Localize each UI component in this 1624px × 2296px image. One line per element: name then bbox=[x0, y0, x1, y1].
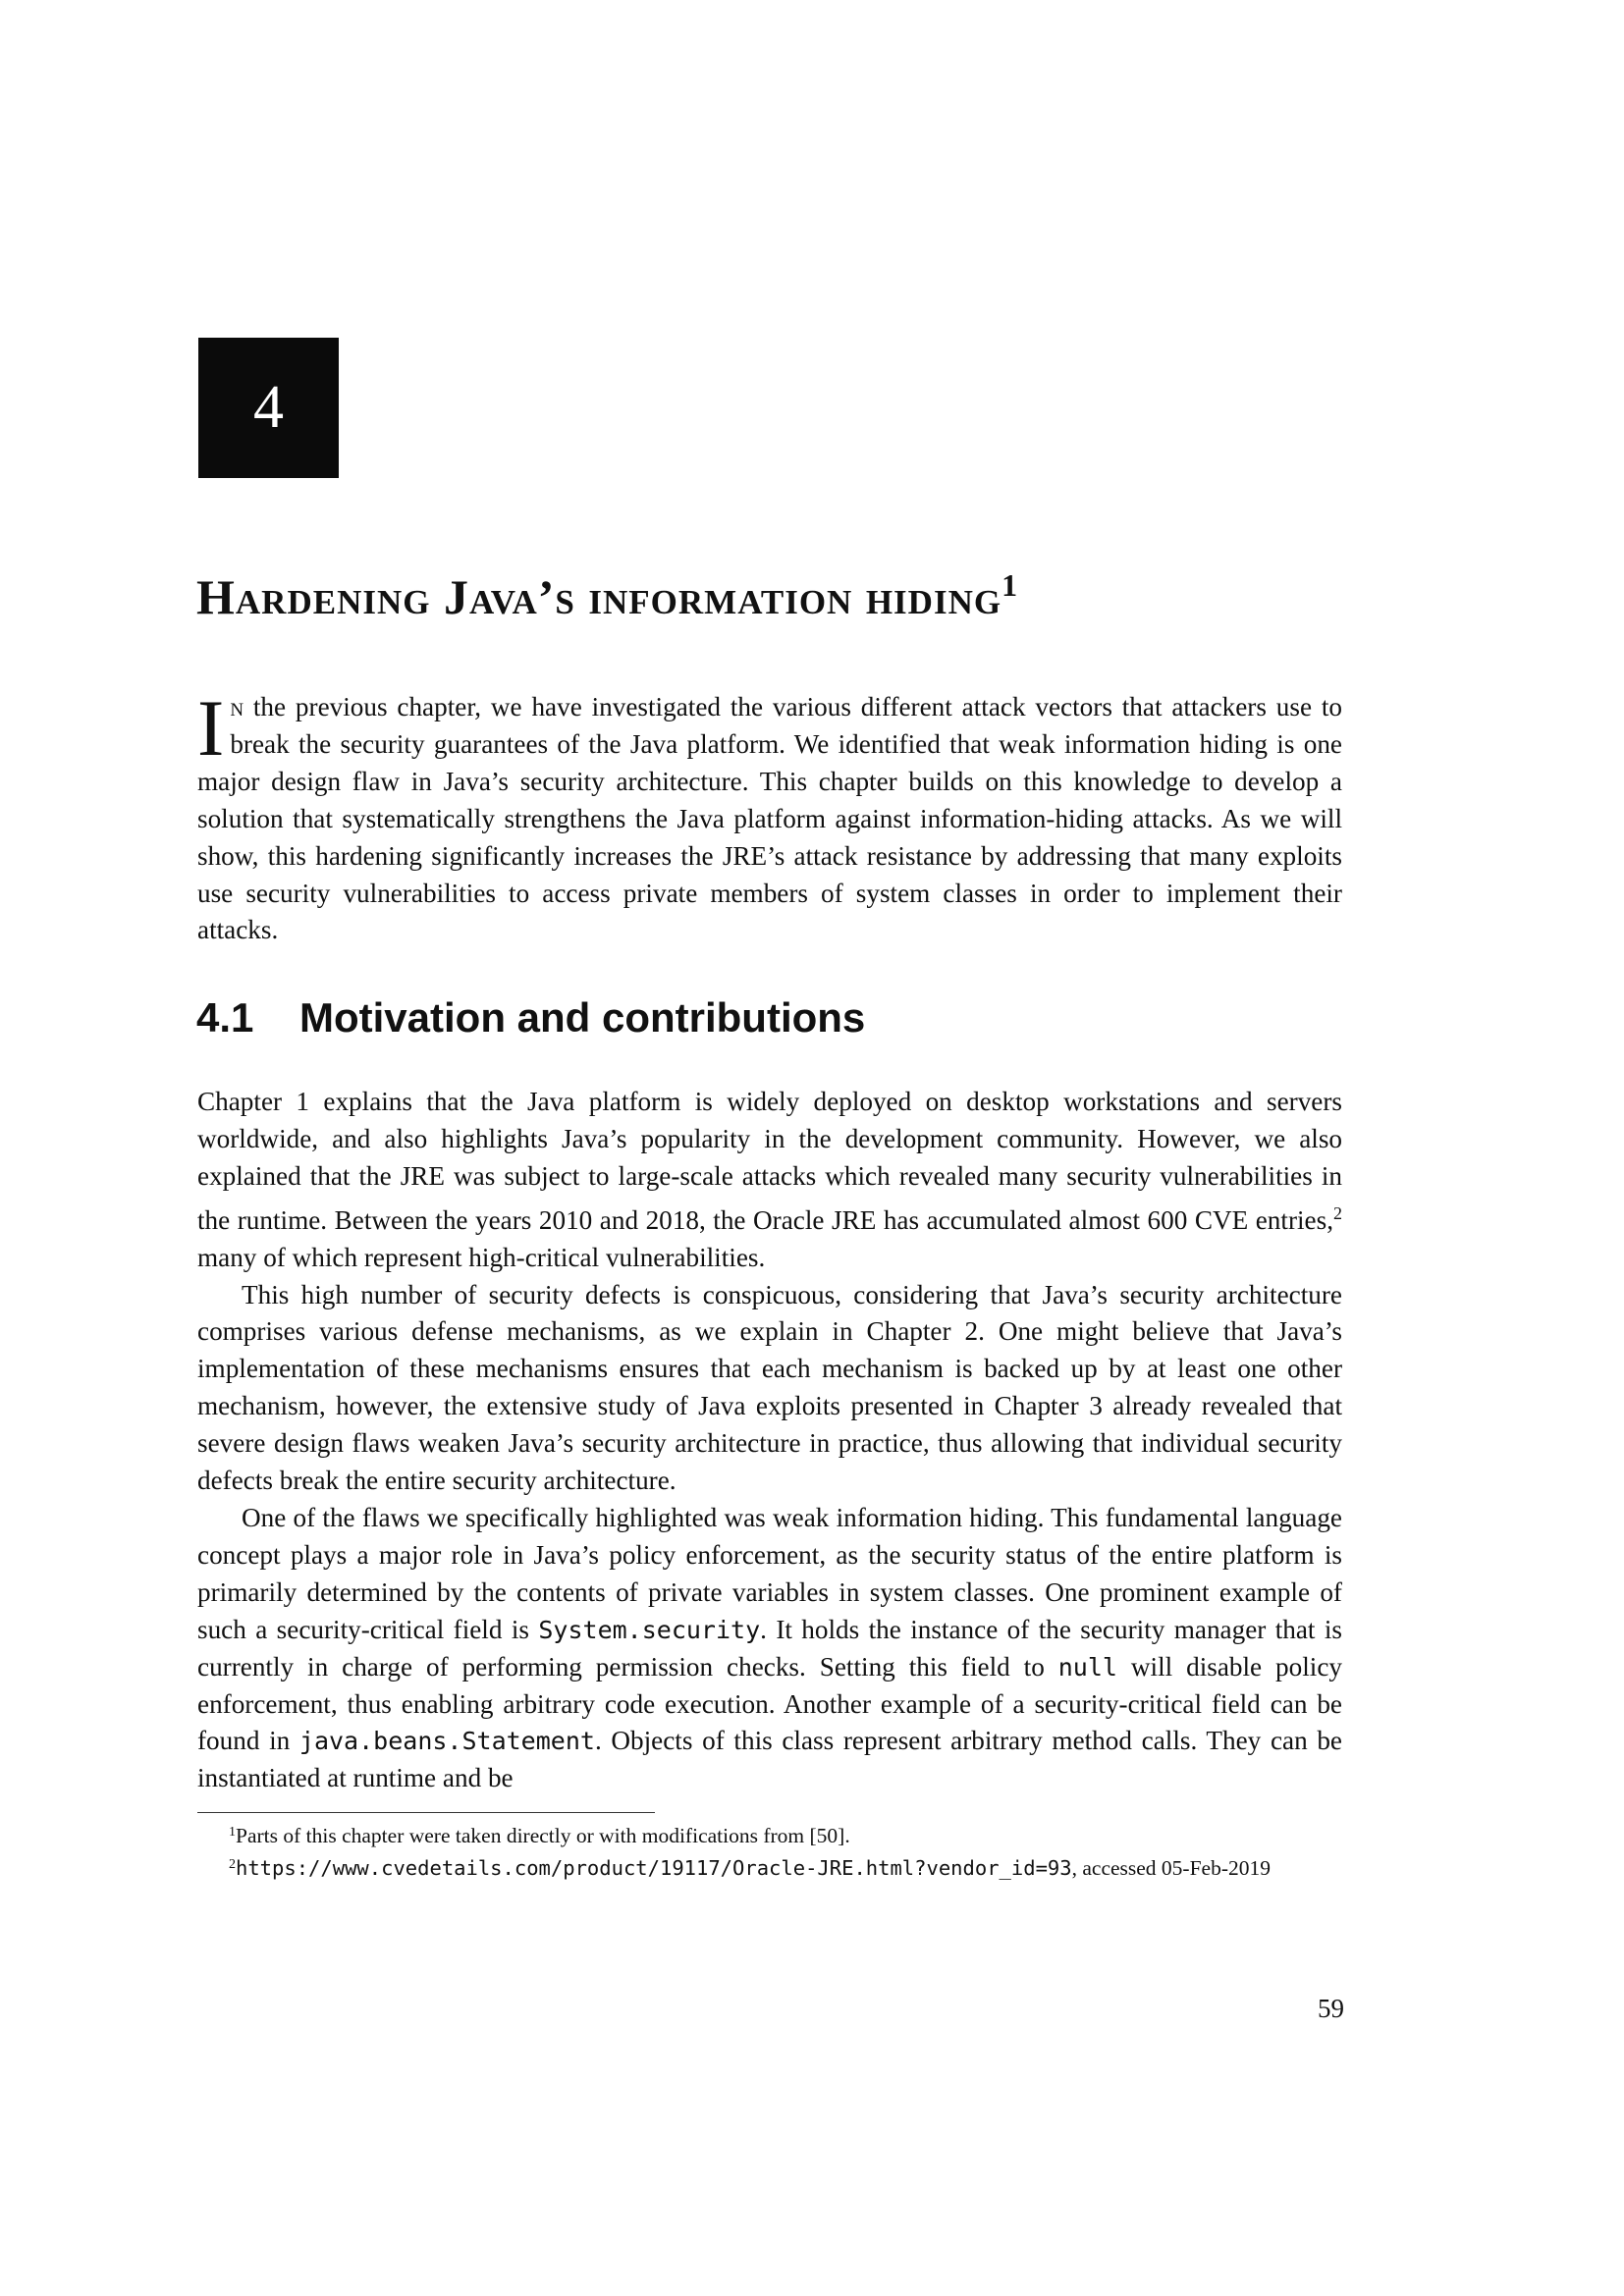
paragraph-3 bbox=[197, 1500, 1342, 1797]
footnote-1-text: Parts of this chapter were taken directly or with modifications from [50]. bbox=[236, 1824, 850, 1847]
intro-paragraph bbox=[197, 683, 1342, 949]
paragraph-3-text-d: . Objects of this class represent arbitrary method calls. They can be instantiated at runtime and be bbox=[197, 1726, 1342, 1793]
section-body bbox=[197, 1084, 1342, 1797]
footnotes bbox=[197, 1818, 1342, 1883]
paragraph-1-text-b: many of which represent high-critical vulnerabilities. bbox=[197, 1242, 766, 1272]
intro-smallcap: n bbox=[230, 692, 244, 721]
code-system-security: System.security bbox=[538, 1615, 761, 1644]
footnote-divider bbox=[197, 1812, 655, 1813]
footnote-1-mark: 1 bbox=[229, 1825, 236, 1840]
footnote-2-url[interactable]: https://www.cvedetails.com/product/19117/Oracle-JRE.html?vendor_id=93 bbox=[236, 1856, 1072, 1880]
intro-text: the previous chapter, we have investigated the various different attack vectors that attackers use to break the security guarantees of the Java platform. We identified that weak information hiding is one major design flaw in Java’s security architecture. This chapter builds on this knowledge to develop a solution that systematically strengthens the Java platform against information-hiding attacks. As we will show, this hardening significantly increases the JRE’s attack resistance by addressing that many exploits use security vulnerabilities to access private members of system classes in order to implement their attacks. bbox=[197, 692, 1342, 945]
footnote-1 bbox=[197, 1818, 1342, 1850]
chapter-title bbox=[196, 567, 1018, 625]
section-title: Motivation and contributions bbox=[299, 994, 866, 1041]
section-heading bbox=[196, 994, 865, 1041]
page-number: 59 bbox=[1318, 1994, 1344, 2023]
paragraph-1-text-a: Chapter 1 explains that the Java platform is widely deployed on desktop workstations and servers worldwide, and also highlights Java’s popularity in the development community. However, we also explained that the JRE was subject to large-scale attacks which revealed many security vulnerabilities in the runtime. Between the years 2010 and 2018, the Oracle JRE has accumulated almost 600 CVE entries, bbox=[197, 1087, 1342, 1235]
paragraph-2: This high number of security defects is conspicuous, considering that Java’s security architecture comprises various defense mechanisms, as we explain in Chapter 2. One might believe that Java’s implementation of these mechanisms ensures that each mechanism is backed up by at least one other mechanism, however, the extensive study of Java exploits presented in Chapter 3 already revealed that severe design flaws weaken Java’s security architecture in practice, thus allowing that individual security defects break the entire security architecture. bbox=[197, 1279, 1342, 1496]
section-number: 4.1 bbox=[196, 994, 254, 1041]
code-java-beans-statement: java.beans.Statement bbox=[298, 1727, 595, 1756]
paragraph-3-text-a: One of the flaws we specifically highlighted was weak information hiding. This fundamental language concept plays a major role in Java’s policy enforcement, as the security status of the entire platform is primarily determined by the contents of private variables in system classes. One prominent example of such a security-critical field is bbox=[197, 1502, 1342, 1644]
paragraph-1 bbox=[197, 1084, 1342, 1277]
chapter-title-text: Hardening Java’s information hiding bbox=[196, 569, 1002, 624]
code-null: null bbox=[1057, 1652, 1117, 1682]
footnote-2-mark: 2 bbox=[229, 1857, 236, 1872]
chapter-number: 4 bbox=[253, 374, 284, 441]
footnote-2 bbox=[197, 1850, 1342, 1883]
chapter-title-footnote-mark: 1 bbox=[1001, 567, 1019, 603]
paragraph-3-text-c: will disable policy enforcement, thus enabling arbitrary code execution. Another example of a security-critical field can be found in bbox=[197, 1651, 1342, 1756]
footnote-ref-2: 2 bbox=[1333, 1202, 1342, 1223]
drop-cap: I bbox=[197, 683, 225, 773]
paragraph-3-text-b: . It holds the instance of the security manager that is currently in charge of performing permission checks. Setting this field to bbox=[197, 1614, 1342, 1682]
footnote-2-text: , accessed 05-Feb-2019 bbox=[1071, 1856, 1272, 1880]
chapter-number-box bbox=[198, 338, 339, 478]
